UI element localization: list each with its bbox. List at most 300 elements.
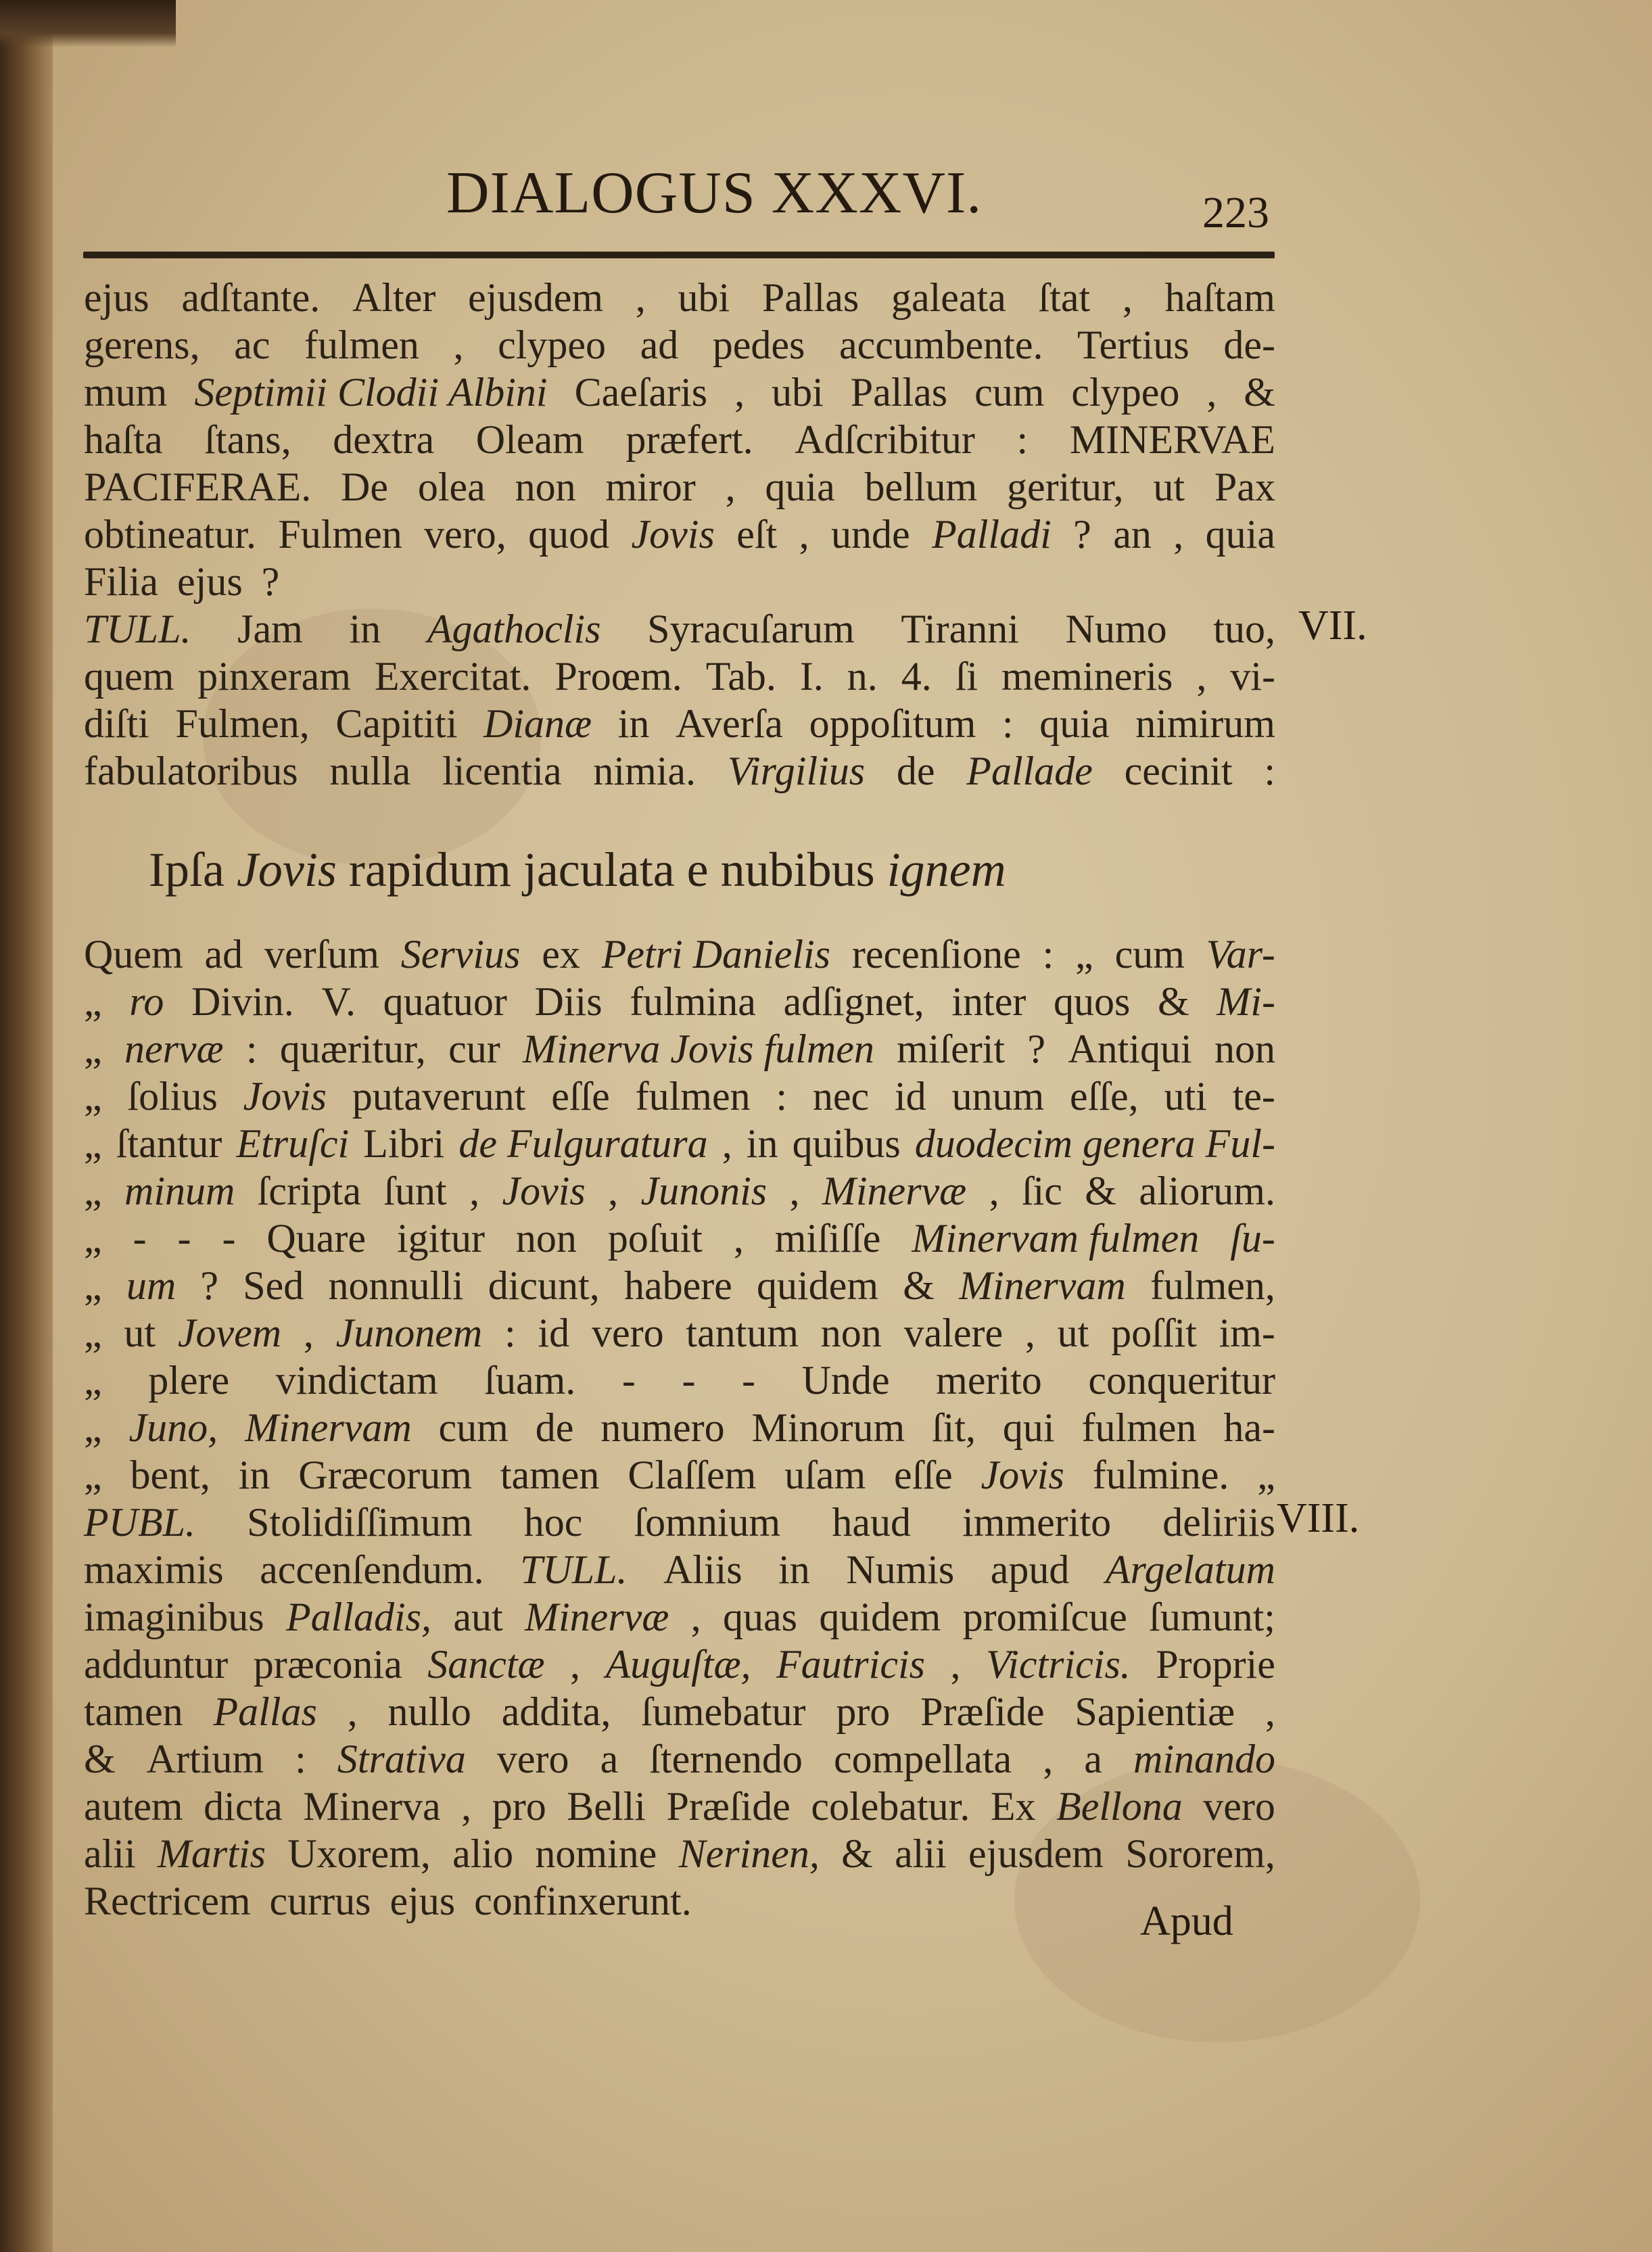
word: a — [1084, 1737, 1102, 1781]
word: Junonem — [335, 1311, 483, 1355]
word: de — [896, 749, 935, 793]
word: , — [453, 323, 464, 367]
word: miror — [605, 465, 696, 509]
text-line — [84, 463, 1275, 511]
word: „ — [84, 1405, 102, 1450]
word: bent, — [130, 1453, 210, 1497]
word: , — [1196, 654, 1207, 699]
word: Fautricis — [776, 1642, 925, 1687]
word: Var- — [1206, 932, 1275, 977]
word: De — [341, 465, 389, 509]
word: quia — [765, 465, 835, 509]
word: cecinit — [1124, 749, 1233, 793]
quote-part-italic: Jovis — [236, 843, 337, 897]
word: - — [742, 1358, 756, 1403]
word: Antiqui — [1068, 1027, 1192, 1071]
word: Aliis — [663, 1547, 742, 1592]
word: ſi — [955, 654, 978, 699]
word: : — [1016, 417, 1029, 462]
word: , — [950, 1642, 961, 1687]
word: Tab. — [705, 654, 776, 699]
word: ? — [261, 559, 280, 604]
word: quæritur, — [279, 1027, 426, 1071]
word: tamen — [84, 1689, 183, 1734]
word: nullo — [387, 1689, 471, 1734]
word: & — [1157, 979, 1189, 1024]
word: ? — [1027, 1027, 1046, 1071]
word: , — [303, 1311, 314, 1355]
word: de Fulguratura — [458, 1121, 708, 1166]
word: vero — [591, 1311, 664, 1355]
word: Alter — [352, 275, 436, 320]
text-line — [84, 653, 1275, 700]
word: , — [608, 1169, 619, 1213]
word: tuo, — [1213, 607, 1275, 651]
word: putaverunt — [352, 1074, 526, 1119]
word: ubi — [772, 370, 824, 415]
word: ha- — [1223, 1405, 1275, 1450]
quote-part-italic: ignem — [887, 843, 1006, 897]
word: „ — [84, 1027, 102, 1071]
word: , — [461, 1784, 472, 1829]
word: Numis — [846, 1547, 955, 1592]
word: Oleam — [475, 417, 584, 462]
word: quod — [528, 512, 610, 557]
verse-quotation — [149, 842, 1006, 898]
word: haud — [832, 1500, 911, 1545]
word: poſuit — [607, 1216, 703, 1261]
word: : — [245, 1027, 258, 1071]
word: quatuor — [383, 979, 507, 1024]
word: „ — [84, 1453, 102, 1497]
word: „ — [1075, 932, 1093, 977]
word: dicta — [204, 1784, 283, 1829]
word: ſtat — [1038, 275, 1091, 320]
word: numero — [600, 1405, 725, 1450]
text-line — [84, 1073, 1275, 1120]
word: 4. — [901, 654, 932, 699]
word: uti — [1164, 1074, 1207, 1119]
word: ejus — [177, 559, 243, 604]
word: Claſſem — [628, 1453, 757, 1497]
word: adſignet, — [783, 979, 924, 1024]
word: quem — [84, 654, 174, 699]
word: ? — [200, 1263, 219, 1308]
word: , — [789, 1169, 800, 1213]
word: um — [126, 1263, 176, 1308]
word: , — [469, 1169, 480, 1213]
word: Divin. — [191, 979, 294, 1024]
word: nervæ — [124, 1027, 224, 1071]
word: quidem — [757, 1263, 879, 1308]
word: nulla — [329, 749, 411, 793]
word: : — [776, 1074, 788, 1119]
word: ſcripta — [257, 1169, 361, 1213]
word: de- — [1223, 323, 1275, 367]
word: , — [722, 1121, 732, 1166]
word: Præſide — [920, 1689, 1045, 1734]
word: & — [841, 1831, 873, 1876]
word: alii — [84, 1831, 136, 1876]
running-title: DIALOGUS XXXVI. — [446, 160, 983, 226]
word: Jovis — [631, 512, 715, 557]
word: obtineatur. — [84, 512, 256, 557]
word: Palladi — [932, 512, 1052, 557]
word: ro — [129, 979, 164, 1024]
word: fabulatoribus — [84, 749, 298, 793]
word: conqueritur — [1088, 1358, 1275, 1403]
word: Mi- — [1217, 979, 1275, 1024]
word: : — [504, 1311, 516, 1355]
word: - — [621, 1358, 636, 1403]
word: Belli — [567, 1784, 646, 1829]
word: vero — [496, 1737, 569, 1781]
word: in — [746, 1121, 778, 1166]
word: compellata — [833, 1737, 1012, 1781]
word: Stolidiſſimum — [247, 1500, 473, 1545]
word: Diis — [534, 979, 603, 1024]
word: colebatur. — [811, 1784, 970, 1829]
word: & — [903, 1263, 935, 1308]
word: verſum — [264, 932, 379, 977]
word: pro — [492, 1784, 546, 1829]
word: ejusdem — [468, 275, 603, 320]
word: Dianæ — [483, 701, 592, 746]
word: Rectricem — [84, 1879, 251, 1923]
margin-section-number: VIII. — [1277, 1495, 1360, 1541]
text-line — [84, 1404, 1275, 1451]
word: eſſe — [894, 1453, 953, 1497]
word: Pallas — [850, 370, 948, 415]
word: ? — [1073, 512, 1091, 557]
word: Bellona — [1056, 1784, 1183, 1829]
word: „ — [84, 1074, 102, 1119]
word: ejus — [84, 275, 149, 320]
word: , — [1122, 275, 1133, 320]
quote-part: Ipſa — [149, 843, 225, 897]
word: ad — [204, 932, 243, 977]
word: - — [682, 1358, 696, 1403]
word: nimia. — [593, 749, 697, 793]
word: unde — [831, 512, 910, 557]
book-binding-gutter — [0, 0, 53, 2252]
word: nimirum — [1135, 701, 1275, 746]
header-rule — [83, 252, 1275, 258]
word: Minerva Jovis fulmen — [522, 1027, 874, 1071]
word: in — [617, 701, 650, 746]
word: , — [1024, 1311, 1035, 1355]
word: „ — [84, 979, 102, 1024]
word: ſternendo — [649, 1737, 803, 1781]
word: addita, — [501, 1689, 611, 1734]
word: miſiſſe — [774, 1216, 881, 1261]
word: „ — [84, 1169, 102, 1213]
word: ad — [640, 323, 679, 367]
word: unum — [951, 1074, 1045, 1119]
text-line — [84, 1688, 1275, 1735]
word: præconia — [253, 1642, 402, 1687]
word: fulmen — [304, 323, 419, 367]
word: Libri — [363, 1121, 445, 1166]
word: uſam — [784, 1453, 866, 1497]
word: merito — [936, 1358, 1042, 1403]
word: , — [725, 465, 736, 509]
word: clypeo — [498, 323, 606, 367]
word: Tertius — [1077, 323, 1189, 367]
word: , — [635, 275, 646, 320]
word: - — [177, 1216, 191, 1261]
word: imaginibus — [84, 1595, 264, 1639]
word: ſu- — [1230, 1216, 1275, 1261]
word: „ — [84, 1311, 102, 1355]
word: Minerva — [303, 1784, 441, 1829]
word: Petri Danielis — [601, 932, 831, 977]
word: tamen — [500, 1453, 600, 1497]
word: Septimii Clodii Albini — [194, 370, 548, 415]
word: maximis — [84, 1547, 224, 1592]
word: fulmine. — [1092, 1453, 1229, 1497]
word: ex — [542, 932, 580, 977]
word: ſic — [1021, 1169, 1062, 1213]
word: PUBL. — [84, 1500, 195, 1545]
word: Fulmen, — [175, 701, 310, 746]
word: ſuam. — [484, 1358, 576, 1403]
word: quidem — [819, 1595, 941, 1639]
word: geritur, — [1007, 465, 1124, 509]
word: Jam — [237, 607, 303, 651]
word: in — [238, 1453, 270, 1497]
text-line — [84, 1641, 1275, 1688]
word: nonnulli — [328, 1263, 464, 1308]
word: , — [989, 1169, 999, 1213]
word: ſomnium — [634, 1500, 781, 1545]
word: „ — [84, 1121, 102, 1166]
word: Minervæ — [822, 1169, 967, 1213]
word: Servius — [400, 932, 521, 977]
word: Unde — [801, 1358, 890, 1403]
text-line — [84, 1309, 1275, 1357]
quote-part: rapidum jaculata e nubibus — [348, 843, 875, 897]
word: , — [1265, 1689, 1275, 1734]
word: , — [734, 370, 745, 415]
word: TULL. — [520, 1547, 628, 1592]
word: Pallade — [966, 749, 1093, 793]
text-line — [84, 369, 1275, 416]
word: Minervam fulmen — [912, 1216, 1200, 1261]
word: , — [570, 1642, 580, 1687]
word: Averſa — [676, 701, 783, 746]
word: Argelatum — [1105, 1547, 1275, 1592]
word: miſerit — [897, 1027, 1006, 1071]
word: oppoſitum — [809, 701, 976, 746]
word: , — [799, 512, 809, 557]
word: dextra — [333, 417, 435, 462]
word: „ — [1257, 1453, 1275, 1497]
word: fulmen — [635, 1074, 751, 1119]
word: deliriis — [1162, 1500, 1275, 1545]
word: Pallas — [213, 1689, 317, 1734]
word: aliorum. — [1139, 1169, 1275, 1213]
word: ejusdem — [968, 1831, 1104, 1876]
word: cum — [1114, 932, 1185, 977]
word: Quem — [84, 932, 183, 977]
word: Exercitat. — [374, 654, 532, 699]
word: autem — [84, 1784, 183, 1829]
word: , — [690, 1595, 701, 1639]
word: quas — [723, 1595, 797, 1639]
word: præfert. — [626, 417, 753, 462]
word: non — [1214, 1027, 1275, 1071]
word: olea — [417, 465, 486, 509]
word: ſtans, — [204, 417, 291, 462]
text-line — [84, 1025, 1275, 1073]
word: Proœm. — [554, 654, 682, 699]
text-line — [84, 1877, 1275, 1925]
word: Artium — [146, 1737, 264, 1781]
word: pinxeram — [197, 654, 351, 699]
word: habere — [623, 1263, 732, 1308]
word: : — [1001, 701, 1014, 746]
page-number: 223 — [1202, 188, 1269, 237]
word: Palladis, — [286, 1595, 432, 1639]
word: Præſide — [666, 1784, 790, 1829]
word: eſſe — [551, 1074, 610, 1119]
word: Auguſtæ, — [605, 1642, 751, 1687]
word: Juno, — [128, 1405, 218, 1450]
word: Victricis. — [985, 1642, 1131, 1687]
text-line — [84, 1451, 1275, 1499]
word: ſunt — [383, 1169, 447, 1213]
word: hoc — [523, 1500, 583, 1545]
word: plere — [148, 1358, 230, 1403]
word: confinxerunt. — [474, 1879, 692, 1923]
text-line — [84, 1593, 1275, 1641]
word: adduntur — [84, 1642, 229, 1687]
page-corner-shadow — [0, 0, 176, 47]
word: quia — [1039, 701, 1110, 746]
text-line — [84, 747, 1275, 795]
word: V. — [321, 979, 356, 1024]
word: minando — [1133, 1737, 1275, 1781]
text-line — [84, 978, 1275, 1025]
word: ut — [1057, 1311, 1089, 1355]
word: ubi — [678, 275, 730, 320]
word: Filia — [84, 559, 159, 604]
word: quia — [1205, 512, 1275, 557]
word: quibus — [792, 1121, 901, 1166]
word: dicunt, — [488, 1263, 600, 1308]
word: I. — [799, 654, 824, 699]
word: Syracuſarum — [647, 607, 855, 651]
word: pro — [836, 1689, 891, 1734]
text-line — [84, 558, 1275, 605]
word: quos — [1053, 979, 1131, 1024]
word: ut — [1153, 465, 1185, 509]
word: in — [349, 607, 381, 651]
word: alio — [452, 1831, 514, 1876]
word: a — [600, 1737, 619, 1781]
word: minum — [124, 1169, 235, 1213]
word: - — [222, 1216, 236, 1261]
word: & — [84, 1737, 116, 1781]
word: Junonis — [640, 1169, 768, 1213]
word: accumbente. — [839, 323, 1043, 367]
word: tantum — [686, 1311, 799, 1355]
word: TULL. — [84, 607, 191, 651]
word: , — [347, 1689, 358, 1734]
word: id — [895, 1074, 926, 1119]
word: bellum — [864, 465, 978, 509]
word: Græcorum — [298, 1453, 472, 1497]
word: cur — [448, 1027, 500, 1071]
word: mum — [84, 370, 168, 415]
word: nomine — [535, 1831, 657, 1876]
word: Minervam — [245, 1405, 412, 1450]
word: ut — [124, 1311, 156, 1355]
word: Caeſaris — [574, 370, 708, 415]
word: Minorum — [751, 1405, 905, 1450]
word: inter — [951, 979, 1026, 1024]
word: in — [778, 1547, 810, 1592]
text-line — [84, 1167, 1275, 1215]
word: Tiranni — [901, 607, 1019, 651]
word: alii — [895, 1831, 947, 1876]
word: apud — [990, 1547, 1070, 1592]
word: & — [1244, 370, 1275, 415]
word: adſtante. — [181, 275, 321, 320]
word: Martis — [157, 1831, 266, 1876]
word: duodecim genera Ful- — [914, 1121, 1275, 1166]
word: fulmina — [630, 979, 756, 1024]
word: Jovem — [177, 1311, 282, 1355]
word: Jovis — [243, 1074, 327, 1119]
word: non — [515, 465, 576, 509]
word: non — [820, 1311, 882, 1355]
word: eſt — [736, 512, 778, 557]
word: eſſe, — [1070, 1074, 1139, 1119]
word: Ex — [990, 1784, 1036, 1829]
text-line — [84, 1546, 1275, 1593]
text-line — [84, 511, 1275, 558]
word: n. — [847, 654, 878, 699]
word: vi- — [1230, 654, 1275, 699]
word: : — [1264, 749, 1275, 793]
word: , — [1206, 370, 1217, 415]
word: , — [1043, 1737, 1054, 1781]
text-line — [84, 1783, 1275, 1830]
word: PACIFERAE. — [84, 465, 312, 509]
word: accenſendum. — [260, 1547, 484, 1592]
word: te- — [1232, 1074, 1275, 1119]
word: Minervæ — [525, 1595, 669, 1639]
word: ſtantur — [116, 1121, 222, 1166]
word: Jovis — [502, 1169, 586, 1213]
word: vero, — [424, 512, 506, 557]
word: : — [1042, 932, 1054, 977]
word: Virgilius — [727, 749, 866, 793]
text-line — [84, 1499, 1275, 1546]
catchword: Apud — [1140, 1898, 1233, 1944]
word: ſit, — [932, 1405, 976, 1450]
word: Sapientiæ — [1075, 1689, 1235, 1734]
word: Strativa — [337, 1737, 466, 1781]
word: de — [535, 1405, 574, 1450]
word: valere — [903, 1311, 1004, 1355]
word: gerens, — [84, 323, 200, 367]
word: Numo — [1065, 607, 1167, 651]
body-text-top — [84, 274, 1275, 795]
margin-section-number: VII. — [1298, 603, 1367, 649]
